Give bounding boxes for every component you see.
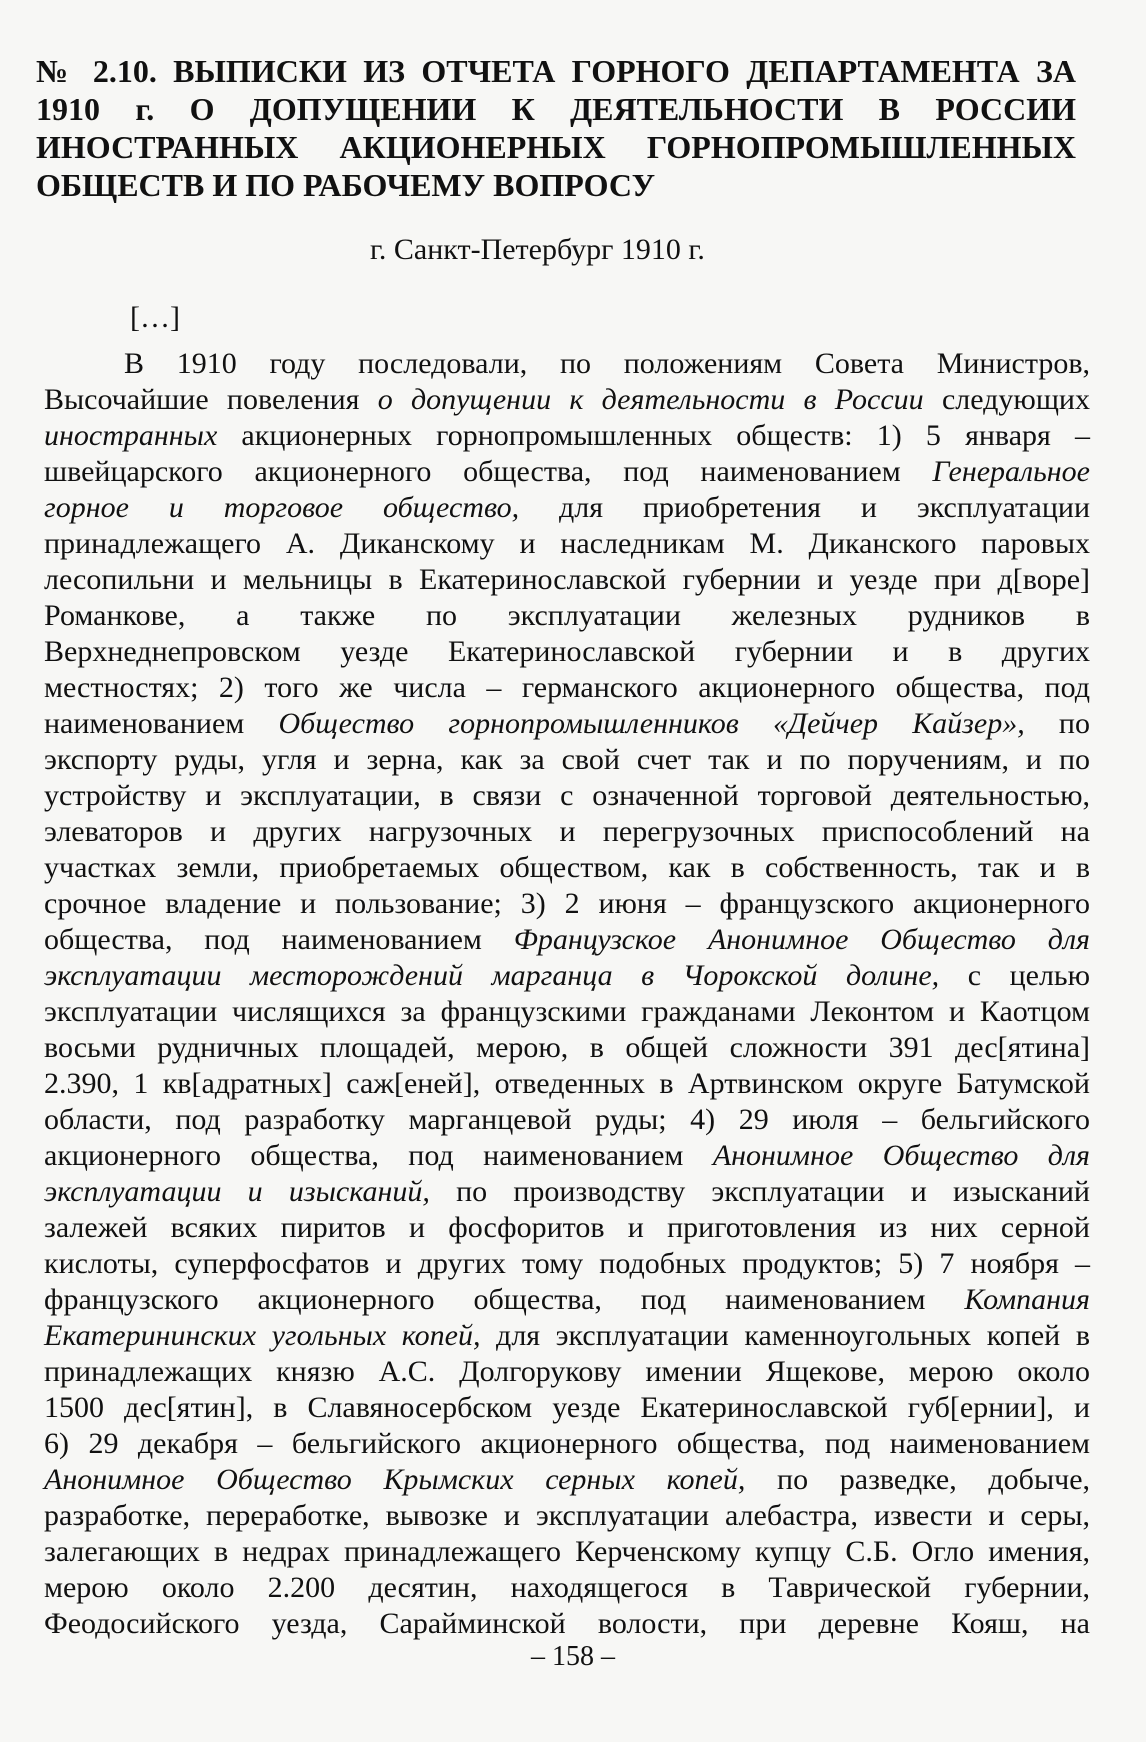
text-line xyxy=(44,346,1090,382)
text-line xyxy=(44,1318,1090,1354)
text-line xyxy=(44,670,1090,706)
text-segment: мерою около 2.200 десятин, находящегося в Таврической губернии, xyxy=(44,1571,1090,1604)
text-segment: швейцарского акционерного общества, под наименованием xyxy=(44,455,933,488)
text-segment: Феодосийского уезда, Сарайминской волости, при деревне Кояш, на xyxy=(44,1607,1090,1640)
text-segment: кислоты, суперфосфатов и других тому подобных продуктов; 5) 7 ноября – xyxy=(44,1247,1090,1280)
text-line xyxy=(44,1174,1090,1210)
text-line xyxy=(44,598,1090,634)
text-line xyxy=(44,382,1090,418)
text-line xyxy=(44,814,1090,850)
text-segment: эксплуатации числящихся за французскими гражданами Леконтом и Каотцом xyxy=(44,995,1090,1028)
italic-text: Компания xyxy=(964,1283,1090,1316)
text-segment: экспорту руды, угля и зерна, как за свой счет так и по поручениям, и по xyxy=(44,743,1090,776)
text-segment: по разведке, добыче, xyxy=(745,1463,1091,1496)
text-line xyxy=(44,490,1090,526)
italic-text: Французское Анонимное Общество для xyxy=(513,923,1090,956)
text-segment: местностях; 2) того же числа – германского акционерного общества, под xyxy=(44,671,1090,704)
page-number: – 158 – xyxy=(531,1641,615,1672)
text-segment: В 1910 году последовали, по положениям Совета Министров, xyxy=(124,347,1090,380)
title-line: ОБЩЕСТВ И ПО РАБОЧЕМУ ВОПРОСУ xyxy=(36,167,656,203)
text-line xyxy=(44,1066,1090,1102)
italic-text: эксплуатации месторождений марганца в Чорокской долине, xyxy=(44,959,940,992)
text-segment: элеваторов и других нагрузочных и перегрузочных приспособлений на xyxy=(44,815,1090,848)
text-line xyxy=(44,1138,1090,1174)
text-line xyxy=(44,526,1090,562)
text-segment: наименованием xyxy=(44,707,279,740)
text-segment: Верхнеднепровском уезде Екатеринославской губернии и в других xyxy=(44,635,1090,668)
text-line xyxy=(44,1390,1090,1426)
text-line xyxy=(44,1354,1090,1390)
italic-text: Екатерининских угольных копей, xyxy=(44,1319,481,1352)
text-line xyxy=(44,742,1090,778)
place-and-date: г. Санкт-Петербург 1910 г. xyxy=(370,233,705,266)
text-segment: срочное владение и пользование; 3) 2 июня – французского акционерного xyxy=(44,887,1090,920)
text-line xyxy=(44,1498,1090,1534)
text-line xyxy=(44,1246,1090,1282)
text-segment: принадлежащего А. Диканскому и наследникам М. Диканского паровых xyxy=(44,527,1090,560)
document-title xyxy=(36,52,1076,204)
text-segment: следующих xyxy=(923,383,1090,416)
text-line xyxy=(44,778,1090,814)
text-line xyxy=(44,1210,1090,1246)
text-line xyxy=(44,922,1090,958)
text-segment: принадлежащих князю А.С. Долгорукову имении Ящекове, мерою около xyxy=(44,1355,1090,1388)
title-line: ИНОСТРАННЫХ АКЦИОНЕРНЫХ ГОРНОПРОМЫШЛЕННЫХ xyxy=(36,129,1076,165)
text-segment: по производству эксплуатации и изысканий xyxy=(429,1175,1090,1208)
text-line xyxy=(44,1606,1090,1642)
text-segment: по xyxy=(1024,707,1090,740)
italic-text: Анонимное Общество для xyxy=(712,1139,1090,1172)
text-segment: 6) 29 декабря – бельгийского акционерного общества, под наименованием xyxy=(44,1427,1090,1460)
text-segment: акционерного общества, под наименованием xyxy=(44,1139,713,1172)
text-line xyxy=(44,634,1090,670)
text-line xyxy=(44,418,1090,454)
italic-text: горное и торговое общество, xyxy=(44,491,520,524)
text-segment: участках земли, приобретаемых обществом, как в собственность, так и в xyxy=(44,851,1090,884)
text-line xyxy=(44,1030,1090,1066)
text-segment: 1500 дес[ятин], в Славяносербском уезде Екатеринославской губ[ернии], и xyxy=(44,1391,1090,1424)
italic-text: о допущении к деятельности в России xyxy=(377,383,924,416)
title-line: 1910 г. О ДОПУЩЕНИИ К ДЕЯТЕЛЬНОСТИ В РОССИИ xyxy=(36,91,1076,127)
text-segment: французского акционерного общества, под наименованием xyxy=(44,1283,965,1316)
text-line xyxy=(44,850,1090,886)
text-segment: с целью xyxy=(939,959,1091,992)
text-line xyxy=(44,454,1090,490)
text-line xyxy=(44,958,1090,994)
italic-text: Анонимное Общество Крымских серных копей, xyxy=(44,1463,746,1496)
text-segment: лесопильни и мельницы в Екатеринославской губернии и уезде при д[воре] xyxy=(44,563,1090,596)
text-line xyxy=(44,994,1090,1030)
italic-text: эксплуатации и изысканий, xyxy=(44,1175,430,1208)
text-segment: Романкове, а также по эксплуатации железных рудников в xyxy=(44,599,1090,632)
text-line xyxy=(44,706,1090,742)
text-line xyxy=(44,1534,1090,1570)
text-segment: залегающих в недрах принадлежащего Керченскому купцу С.Б. Огло имения, xyxy=(44,1535,1090,1568)
italic-text: Генеральное xyxy=(932,455,1090,488)
text-line xyxy=(44,886,1090,922)
body-text xyxy=(44,346,1090,1642)
text-segment: Высочайшие повеления xyxy=(44,383,378,416)
text-segment: общества, под наименованием xyxy=(44,923,514,956)
text-line xyxy=(44,1462,1090,1498)
text-line xyxy=(44,1102,1090,1138)
title-line: № 2.10. ВЫПИСКИ ИЗ ОТЧЕТА ГОРНОГО ДЕПАРТАМЕНТА ЗА xyxy=(36,53,1076,89)
text-segment: акционерных горнопромышленных обществ: 1) 5 января – xyxy=(217,419,1090,452)
text-segment: разработке, переработке, вывозке и эксплуатации алебастра, извести и серы, xyxy=(44,1499,1090,1532)
text-segment: области, под разработку марганцевой руды; 4) 29 июля – бельгийского xyxy=(44,1103,1090,1136)
text-segment: 2.390, 1 кв[адратных] саж[еней], отведенных в Артвинском округе Батумской xyxy=(44,1067,1090,1100)
text-line xyxy=(44,562,1090,598)
text-segment: устройству и эксплуатации, в связи с означенной торговой деятельностью, xyxy=(44,779,1090,812)
italic-text: Общество горнопромышленников «Дейчер Кайзер», xyxy=(278,707,1025,740)
text-segment: для эксплуатации каменноугольных копей в xyxy=(480,1319,1090,1352)
text-segment: восьми рудничных площадей, мерою, в общей сложности 391 дес[ятина] xyxy=(44,1031,1090,1064)
italic-text: иностранных xyxy=(44,419,218,452)
text-line xyxy=(44,1570,1090,1606)
text-line xyxy=(44,1426,1090,1462)
omission-mark: […] xyxy=(130,301,180,334)
text-segment: для приобретения и эксплуатации xyxy=(519,491,1090,524)
text-line xyxy=(44,1282,1090,1318)
text-segment: залежей всяких пиритов и фосфоритов и приготовления из них серной xyxy=(44,1211,1090,1244)
